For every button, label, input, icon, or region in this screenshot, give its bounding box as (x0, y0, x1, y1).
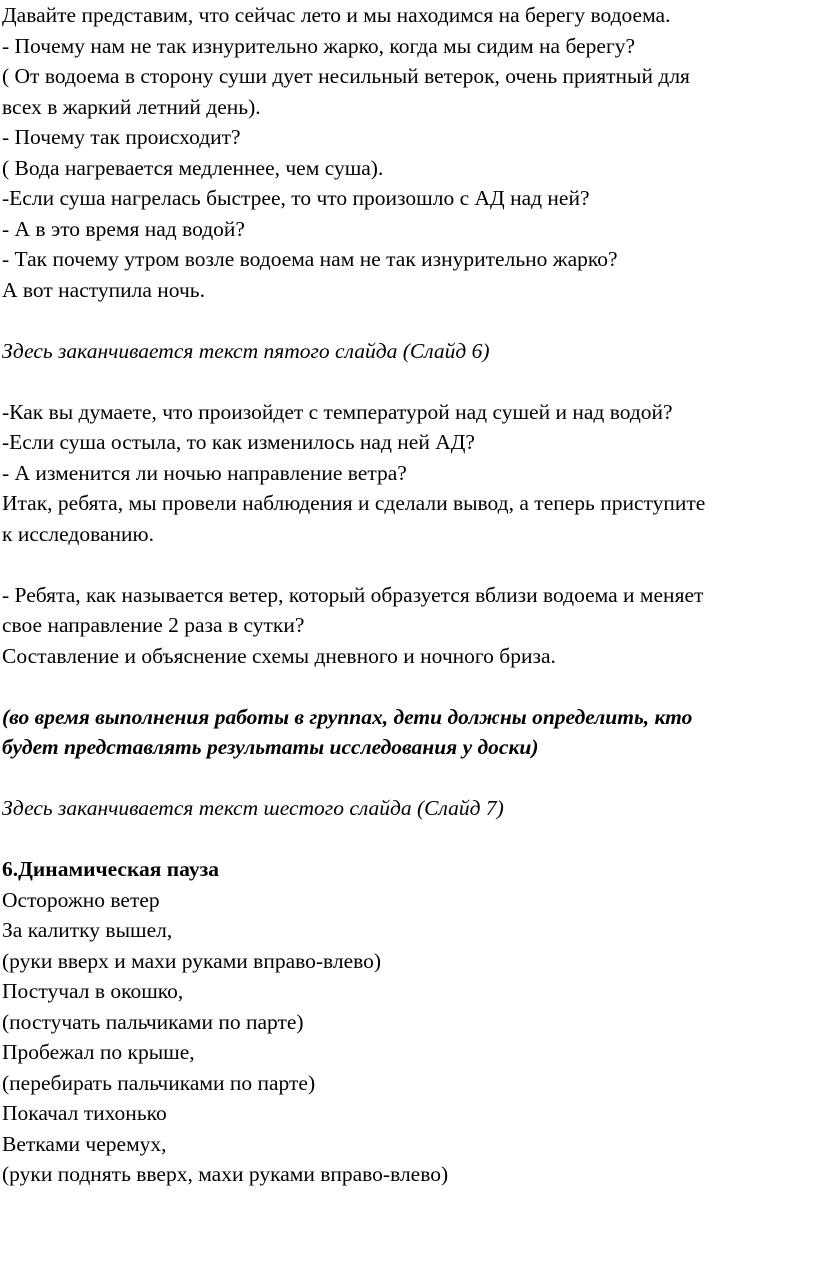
text-line: (перебирать пальчиками по парте) (2, 1070, 316, 1095)
text-line: ( Вода нагревается медленнее, чем суша). (2, 155, 384, 180)
text-line: свое направление 2 раза в сутки? (2, 613, 305, 637)
text-line: Итак, ребята, мы провели наблюдения и сделали вывод, а теперь приступите (2, 491, 706, 515)
text-line: (постучать пальчиками по парте) (2, 1009, 304, 1034)
text-line: - А в это время над водой? (2, 216, 245, 241)
group-work-note: будет представлять результаты исследования у доски) (2, 735, 539, 759)
group-work-note: (во время выполнения работы в группах, дети должны определить, кто (2, 704, 693, 729)
text-line: к исследованию. (2, 521, 154, 546)
text-line: ( От водоема в сторону суши дует несильный ветерок, очень приятный для (2, 64, 690, 88)
text-line: А вот наступила ночь. (2, 277, 205, 302)
text-line: За калитку вышел, (2, 918, 173, 942)
text-line: - Почему нам не так изнурительно жарко, когда мы сидим на берегу? (2, 33, 636, 58)
text-line: всех в жаркий летний день). (2, 94, 261, 119)
text-line: - Почему так происходит? (2, 125, 241, 149)
document-page (2, 0, 808, 1190)
text-line: Осторожно ветер (2, 887, 160, 912)
text-line: -Если суша нагрелась быстрее, то что произошло с АД над ней? (2, 186, 590, 210)
text-line: -Если суша остыла, то как изменилось над ней АД? (2, 430, 475, 454)
text-line: (руки вверх и махи руками вправо-влево) (2, 948, 382, 973)
text-line: - А изменится ли ночью направление ветра? (2, 460, 407, 485)
blank-line (2, 671, 808, 702)
text-line: (руки поднять вверх, махи руками вправо-влево) (2, 1162, 449, 1186)
text-line: Постучал в окошко, (2, 979, 184, 1003)
text-line: Давайте представим, что сейчас лето и мы находимся на берегу водоема. (2, 3, 671, 27)
slide-end-note: Здесь заканчивается текст шестого слайда (Слайд 7) (2, 796, 504, 820)
text-line: Составление и объяснение схемы дневного и ночного бриза. (2, 643, 556, 668)
blank-line (2, 366, 808, 397)
blank-line (2, 549, 808, 580)
text-line: Ветками черемух, (2, 1131, 167, 1156)
text-line: -Как вы думаете, что произойдет с температурой над сушей и над водой? (2, 399, 673, 424)
section-heading: 6.Динамическая пауза (2, 857, 219, 881)
blank-line (2, 305, 808, 336)
blank-line (2, 763, 808, 794)
blank-line (2, 824, 808, 855)
text-line: Пробежал по крыше, (2, 1040, 195, 1064)
text-line: Покачал тихонько (2, 1101, 167, 1125)
text-line: - Так почему утром возле водоема нам не так изнурительно жарко? (2, 247, 618, 271)
slide-end-note: Здесь заканчивается текст пятого слайда (Слайд 6) (2, 338, 490, 363)
text-line: - Ребята, как называется ветер, который образуется вблизи водоема и меняет (2, 582, 704, 607)
